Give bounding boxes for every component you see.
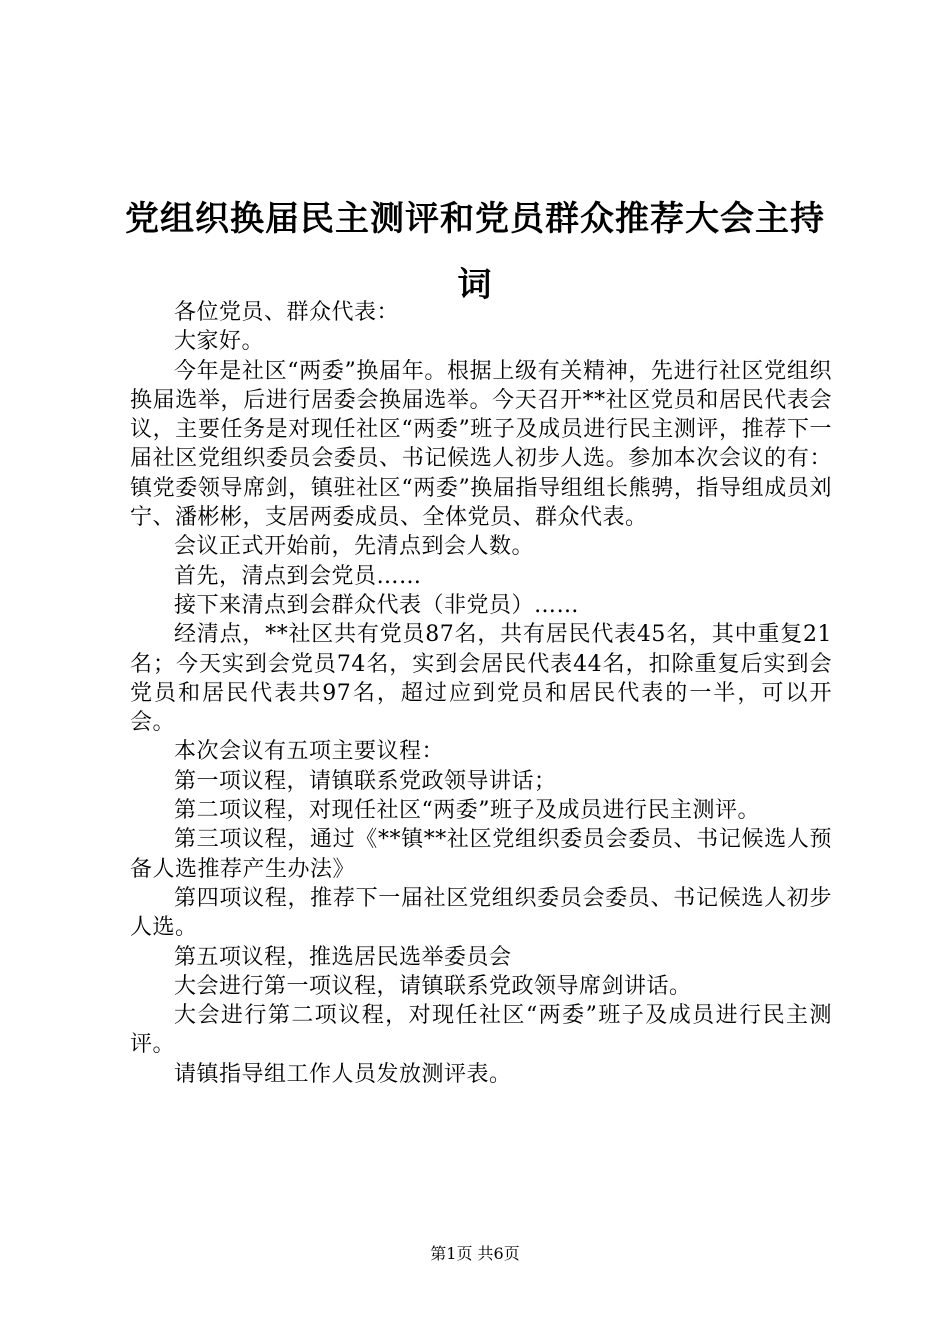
document-body xyxy=(130,298,832,1089)
paragraph: 经清点，**社区共有党员87名，共有居民代表45名，其中重复21名；今天实到会党员74名，实到会居民代表44名，扣除重复后实到会党员和居民代表共97名，超过应到党员和居民代表的一半，可以开会。 xyxy=(130,622,832,736)
paragraph: 第三项议程，通过《**镇**社区党组织委员会委员、书记候选人预备人选推荐产生办法》 xyxy=(130,827,832,882)
paragraph: 首先，清点到会党员…… xyxy=(174,563,422,589)
paragraph: 请镇指导组工作人员发放测评表。 xyxy=(174,1061,512,1087)
page-number-footer: 第1页 共6页 xyxy=(430,1244,520,1263)
paragraph: 会议正式开始前，先清点到会人数。 xyxy=(174,534,535,560)
paragraph: 接下来清点到会群众代表（非党员）…… xyxy=(174,592,580,618)
paragraph: 第四项议程，推荐下一届社区党组织委员会委员、书记候选人初步人选。 xyxy=(130,885,832,941)
paragraph: 大会进行第二项议程，对现任社区“两委”班子及成员进行民主测评。 xyxy=(130,1003,832,1058)
document-title: 党组织换届民主测评和党员群众推荐大会主持词 xyxy=(125,199,825,305)
paragraph: 第二项议程，对现任社区“两委”班子及成员进行民主测评。 xyxy=(174,798,760,824)
paragraph: 今年是社区“两委”换届年。根据上级有关精神，先进行社区党组织换届选举，后进行居委会换届选举。今天召开**社区党员和居民代表会议，主要任务是对现任社区“两委”班子及成员进行民主测评，推荐下一届社区党组织委员会委员、书记候选人初步人选。参加本次会议的有：镇党委领导席剑，镇驻社区“两委”换届指导组组长熊骋，指导组成员刘宁、潘彬彬，支居两委成员、全体党员、群众代表。 xyxy=(130,358,832,531)
paragraph: 各位党员、群众代表： xyxy=(174,300,400,325)
paragraph: 大家好。 xyxy=(174,329,265,355)
paragraph: 第五项议程，推选居民选举委员会 xyxy=(174,944,512,970)
paragraph: 本次会议有五项主要议程： xyxy=(174,739,445,765)
paragraph: 大会进行第一项议程，请镇联系党政领导席剑讲话。 xyxy=(174,973,692,999)
paragraph: 第一项议程，请镇联系党政领导讲话； xyxy=(174,768,557,794)
